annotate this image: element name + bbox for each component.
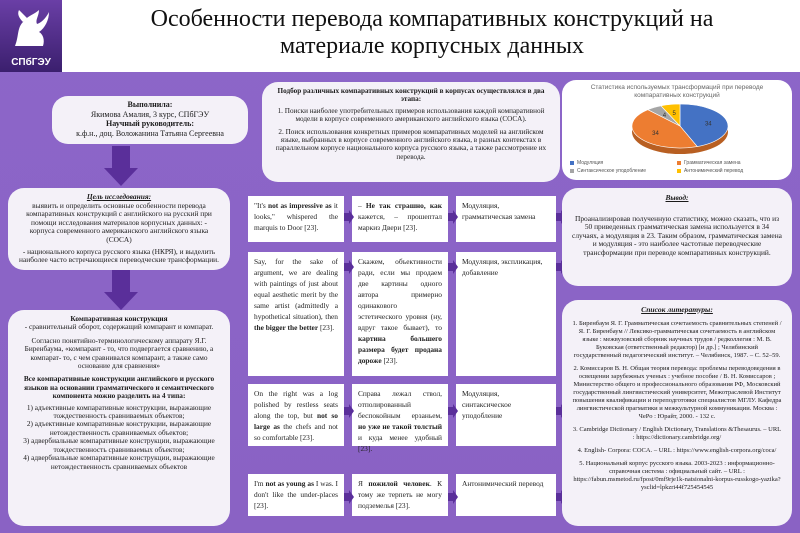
stages-box: [262, 82, 560, 182]
logo-text: СПбГЭУ: [11, 57, 51, 68]
down-arrow-icon: [104, 270, 138, 310]
example-tr-4: Антонимический перевод: [456, 474, 556, 516]
type-2: 2) адъективные компаративные конструкции, выражающие нетождественность сравниваемых объектов;: [26, 419, 212, 437]
pie-data-label: 34: [652, 130, 659, 137]
example-en-4: I'm not as young as I was. I don't like the under-places [23].: [248, 474, 344, 516]
down-arrow-icon: [104, 146, 138, 186]
legend-item: [677, 160, 784, 166]
arrow-right-icon: [448, 404, 458, 418]
stage-2: 2. Поиск использования конкретных примеров компаративных моделей на английском языке, выбранных в корпусе современного английского языка, в разных контекстах в параллельном корпусе национального корпуса русского языка, а также рассмотрение их перевода.: [275, 127, 547, 161]
title-line-2: материале корпусных данных: [279, 33, 585, 59]
construction-box: [8, 310, 230, 526]
legend-label: Модуляция: [577, 160, 604, 166]
legend-label: Синтаксическое уподобление: [577, 168, 647, 174]
conclusion-text: Проанализировав полученную статистику, можно сказать, что из 50 приведенных грамматическая замена используется в 34 случаях, а модуляция в 23. Таким образом, грамматическая замена и модуляция - это наиболее частотные переводческие трансформации при переводе компаративных конструкций.: [572, 213, 782, 257]
chart-title: Статистика используемых трансформаций при переводе компаративных конструкций: [590, 84, 764, 99]
type-3: 3) адвербиальные компаративные конструкции, выражающие тождественность сравниваемых объектов;: [23, 436, 215, 454]
example-en-3: On the right was a log polished by restless seats along the top, but not so large as the chefs and not so comfortable [23].: [248, 384, 344, 446]
legend-swatch: [677, 161, 681, 165]
goal-box: [8, 188, 230, 270]
example-ru-3: Справа лежал ствол, отполированный беспокойным ерзаньем, но уже не такой толстый и куда менее удобный [23].: [352, 384, 448, 446]
supervisor-name: к.ф.н., доц. Воложанина Татьяна Сергеевна: [76, 128, 224, 138]
reference-2: 2. Комиссаров В. Н. Общая теория перевода: проблемы переводоведения в освещении зарубежных ученых : учебное пособие / В. Н. Комиссаров ; Министерство общего и профессионального образования РФ, Московский государственный лингвистический университет, Межотраслевой Институт повышения квалификации и переподготовки специалистов МГЛУ. Кафедра лингвистической прагматики и межкультурной коммуникации. Москва : ЧеРо : Юрайт, 2000. - 132 с.: [572, 365, 782, 420]
arrow-right-icon: [344, 210, 354, 224]
chart-panel: [562, 80, 792, 180]
type-1: 1) адъективные компаративные конструкции, выражающие тождественность сравниваемых объектов;: [26, 402, 212, 421]
legend-swatch: [677, 169, 681, 173]
arrow-right-icon: [344, 260, 354, 274]
pie-data-label: 34: [704, 121, 712, 128]
example-en-1: "It's not as impressive as it looks," whispered the marquis to Door [23].: [248, 196, 344, 242]
chart-legend: [570, 160, 784, 176]
poster-title: [72, 6, 792, 60]
arrow-right-icon: [344, 490, 354, 504]
literature-box: [562, 300, 792, 526]
pie-data-label: 5: [672, 111, 676, 118]
title-line-1: Особенности перевода компаративных конструкций на: [150, 6, 714, 32]
example-en-2: Say, for the sake of argument, we are dealing with paintings of just about equal aesthetic merit by the same artist (admittedly a hypothetical situation), then the bigger the better [23].: [248, 252, 344, 376]
example-tr-2: Модуляция, экспликация, добавление: [456, 252, 556, 376]
stages-heading: Подбор различных компаративных конструкций в корпусах осуществлялся в два этапа:: [277, 87, 545, 104]
example-ru-4: Я пожилой человек. К тому же терпеть не могу подземелья [23].: [352, 474, 448, 516]
stage-1: 1. Поиски наиболее употребительных примеров использования каждой компаративной модели в корпусе современного американского английского языка (COCA).: [277, 106, 545, 124]
author-box: [52, 96, 248, 144]
pie-data-label: 4: [662, 112, 667, 119]
arrow-right-icon: [448, 210, 458, 224]
author-name: Якимова Амалия, 3 курс, СПбГЭУ: [90, 109, 210, 119]
example-tr-3: Модуляция, синтаксическое уподобление: [456, 384, 556, 446]
construction-text: Согласно понятийно-терминологическому аппарату Я.Г. Биренбаума, «компарант - то, что подвергается сравнению, а компарат- то, с чем сравнивался компарант, а также само основание для сравнения»: [24, 335, 214, 371]
construction-definition: - сравнительный оборот, содержащий компарант и компарат.: [24, 322, 214, 332]
supervisor-label: Научный руководитель:: [106, 119, 194, 128]
legend-swatch: [570, 161, 574, 165]
legend-label: Антонимический перевод: [684, 168, 744, 174]
reference-3: 3. Cambridge Dictionary / English Dictionary, Translations &Thesaurus. – URL : https://dictionary.cambridge.org/: [572, 426, 782, 441]
goal-text-2: - национального корпуса русского языка (НКРЯ), и выделить наиболее часто встречающиеся переводческие трансформации.: [19, 246, 219, 265]
pie-chart: [620, 100, 740, 156]
arrow-right-icon: [344, 404, 354, 418]
conclusion-heading: Вывод:: [665, 193, 689, 202]
legend-item: [570, 160, 677, 166]
conclusion-box: [562, 188, 792, 286]
example-ru-2: Скажем, объективности ради, если мы продаем две картины одного автора примерно одинакового эстетического уровня (ну, вдруг такое бывает), то картина большего размера будет продана дороже [23].: [352, 252, 448, 376]
reference-4: 4. English- Corpora: COCA. – URL : https://www.english-corpora.org/coca/: [577, 447, 777, 454]
legend-label: Грамматическая замена: [684, 160, 741, 166]
poster-header: [0, 0, 800, 72]
construction-heading: Компаративная конструкция: [70, 314, 168, 323]
reference-5: 5. Национальный корпус русского языка. 2003-2023 : информационно-справочная система : официальный сайт. – URL : https://fabun.msmetod.ru/fpost/0mf9rje1k-natsionalni-korpus-russkogo-yazika?ysclid=lpkzri44f725454545: [573, 460, 781, 491]
goal-text-1: выявить и определить основные особенности перевода компаративных конструкций с английского на русский при помощи исследования материалов корпусных данных: - корпуса современного американского английского языка (COCA): [26, 200, 212, 244]
goal-heading: Цель исследования:: [86, 192, 152, 201]
arrow-right-icon: [448, 260, 458, 274]
arrow-right-icon: [448, 490, 458, 504]
reference-1: 1. Биренбаум Я. Г. Грамматическая сочетаемость сравнительных степеней / Я. Г. Биренбаум // Лексико-грамматическая сочетаемость в английском языке : межвузовский сборник научных трудов / редколлегия : М. В. Буковская (ответственный редактор) [и др.] ; Челябинский государственный педагогический институт. – Челябинск, 1987. – С. 52–59.: [572, 320, 782, 359]
legend-item: [677, 168, 784, 174]
griffin-icon: [9, 6, 53, 52]
type-4: 4) адвербиальные компаративные конструкции, выражающие нетождественность сравниваемых объектов: [23, 453, 215, 471]
example-ru-1: – Не так страшно, как кажется, – прошептал маркиз Двери [23].: [352, 196, 448, 242]
author-label: Выполнила:: [127, 100, 173, 109]
legend-swatch: [570, 169, 574, 173]
example-tr-1: Модуляция, грамматическая замена: [456, 196, 556, 242]
literature-heading: Список литературы:: [641, 305, 713, 314]
legend-item: [570, 168, 677, 174]
types-heading: Все компаративные конструкции английского и русского языков на основании грамматического и семантического компонента можно разделить на 4 типа:: [23, 374, 215, 401]
university-logo: [0, 0, 62, 72]
